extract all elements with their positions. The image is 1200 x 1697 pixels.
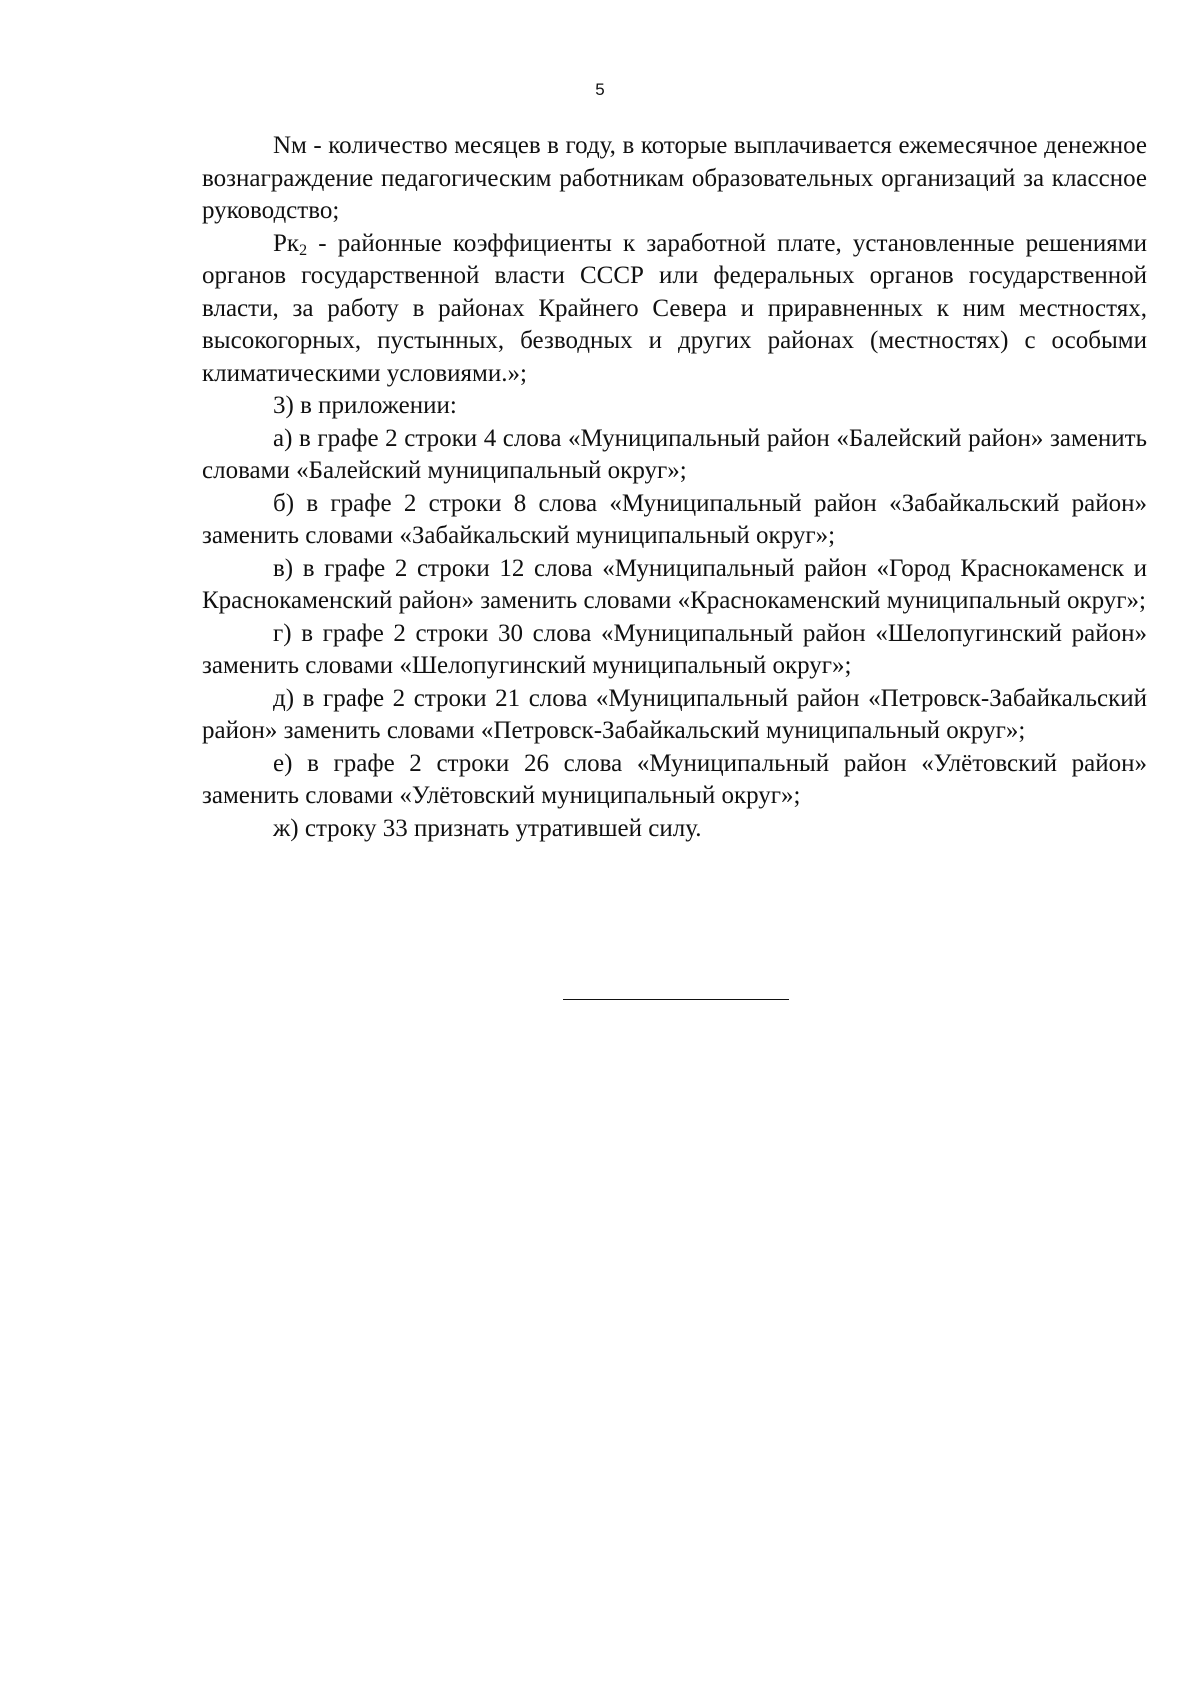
paragraph-subitem-v: в) в графе 2 строки 12 слова «Муниципальный район «Город Краснокаменск и Краснокаменский район» заменить словами «Краснокаменский муниципальный округ»;	[202, 554, 1147, 614]
paragraph-subitem-e: е) в графе 2 строки 26 слова «Муниципальный район «Улётовский район» заменить словами «Улётовский муниципальный округ»;	[202, 749, 1147, 809]
page-number: 5	[595, 80, 605, 99]
variable-symbol-nm: Nм	[273, 132, 307, 159]
paragraph-rk-definition	[202, 228, 1147, 391]
rk-symbol-base: Рк	[273, 229, 300, 257]
paragraph-subitem-g: г) в графе 2 строки 30 слова «Муниципальный район «Шелопугинский район» заменить словами «Шелопугинский муниципальный округ»;	[202, 619, 1147, 679]
variable-symbol-rk	[273, 230, 307, 257]
rk-definition-text: - районные коэффициенты к заработной плате, установленные решениями органов государственной власти СССР или федеральных органов государственной власти, за работу в районах Крайнего Севера и приравненных к ним местностях, высокогорных, пустынных, безводных и других районах (местностях) с особыми климатическими условиями.»;	[202, 229, 1147, 387]
paragraph-subitem-zh: ж) строку 33 признать утратившей силу.	[273, 814, 702, 842]
paragraph-item-3: 3) в приложении:	[273, 392, 457, 419]
paragraph-subitem-d: д) в графе 2 строки 21 слова «Муниципальный район «Петровск-Забайкальский район» заменить словами «Петровск-Забайкальский муниципальный округ»;	[202, 684, 1147, 744]
paragraph-nm-definition	[202, 130, 1147, 228]
end-of-text-divider	[563, 999, 789, 1000]
document-body	[202, 130, 1147, 845]
nm-definition-text: - количество месяцев в году, в которые выплачивается ежемесячное денежное вознаграждение педагогическим работникам образовательных организаций за классное руководство;	[202, 132, 1147, 224]
paragraph-subitem-a: а) в графе 2 строки 4 слова «Муниципальный район «Балейский район» заменить словами «Балейский муниципальный округ»;	[202, 424, 1147, 484]
paragraph-subitem-b: б) в графе 2 строки 8 слова «Муниципальный район «Забайкальский район» заменить словами «Забайкальский муниципальный округ»;	[202, 489, 1147, 549]
rk-symbol-subscript: 2	[299, 241, 308, 259]
